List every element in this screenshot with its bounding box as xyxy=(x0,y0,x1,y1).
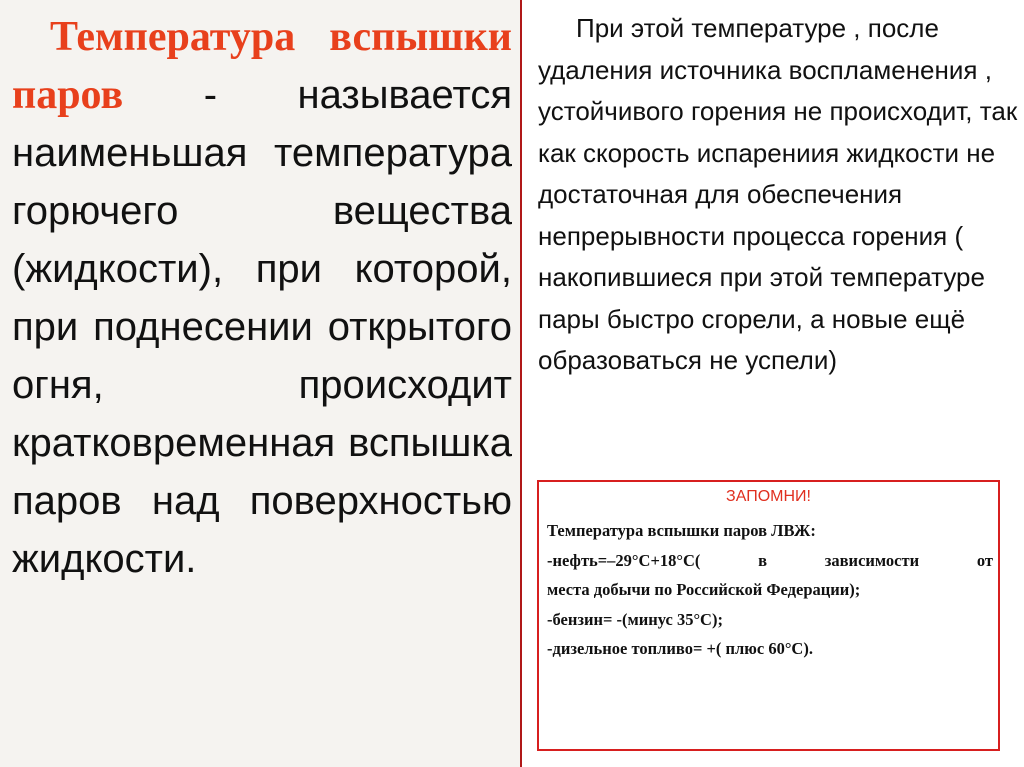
memo-item: -дизельное топливо= +( плюс 60°С). xyxy=(547,639,813,658)
memo-title: ЗАПОМНИ! xyxy=(726,488,811,505)
column-divider xyxy=(520,0,522,767)
memo-item: -бензин= -(минус 35°С); xyxy=(547,609,723,629)
memo-body xyxy=(547,516,993,664)
memo-box xyxy=(537,480,1000,751)
definition-text: называется наименьшая температура горючего вещества (жидкости), при которой, при поднесении открытого огня, происходит кратковременная вспышка паров над поверхностью жидкости. xyxy=(12,73,512,581)
explanation-paragraph xyxy=(538,8,1020,382)
term-dash: - xyxy=(123,73,298,117)
memo-item: места добычи по Российской Федерации); xyxy=(547,580,861,599)
explanation-text: При этой температуре , после удаления источника воспламенения , устойчивого горения не происходит, так как скорость испарениия жидкости не достаточная для обеспечения непрерывности процесса горения ( накопившиеся при этой температуре пары быстро сгорели, а новые ещё образоваться не успели) xyxy=(538,13,1018,375)
definition-paragraph xyxy=(12,8,512,588)
term-heading: Температура вспышки паров xyxy=(12,14,512,118)
memo-heading: Температура вспышки паров ЛВЖ: xyxy=(547,521,816,540)
memo-item: -нефть=–29°С+18°С( в зависимости от xyxy=(547,550,993,570)
